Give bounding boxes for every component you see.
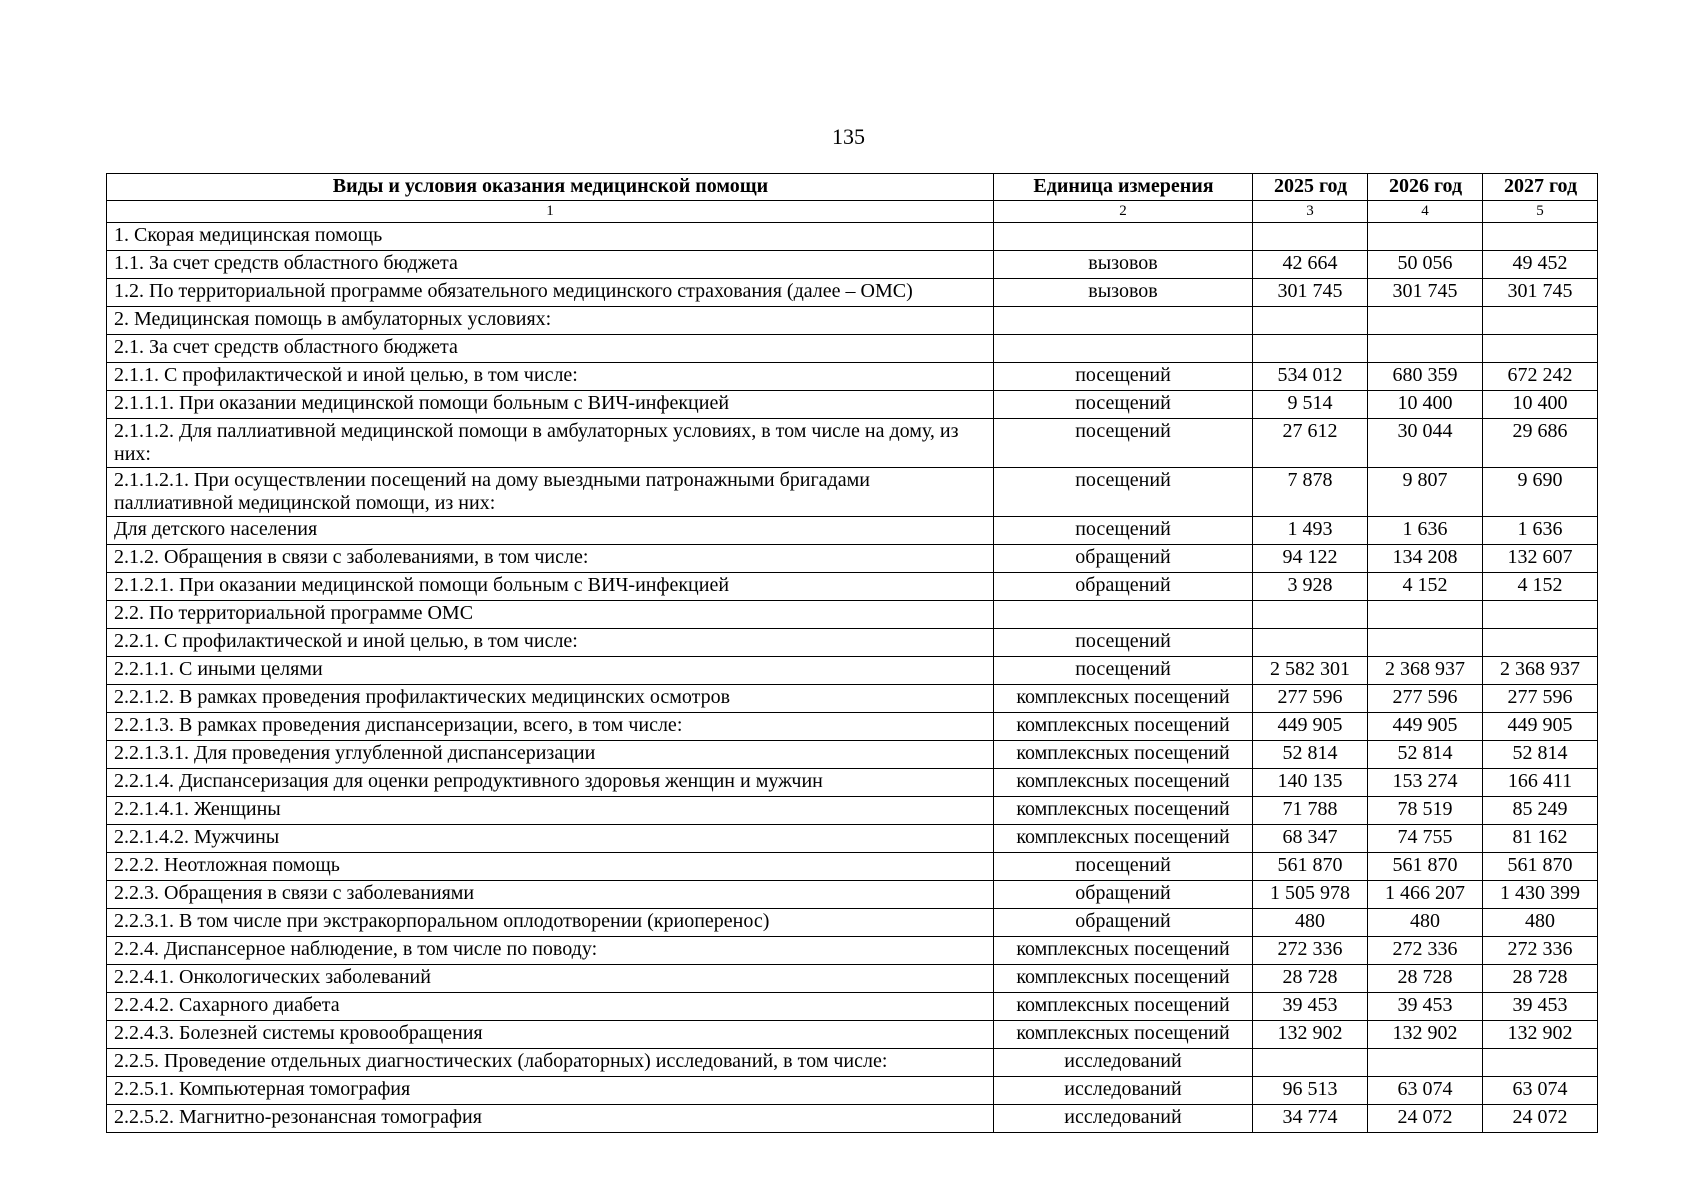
medical-care-volume-table [106, 173, 1598, 1133]
table-row [107, 853, 1598, 881]
unit-cell [994, 601, 1253, 629]
value-2026-cell: 153 274 [1368, 769, 1483, 797]
value-2027-cell: 85 249 [1483, 797, 1598, 825]
value-2026-cell [1368, 223, 1483, 251]
care-type-cell: 2.2.1. С профилактической и иной целью, в том числе: [107, 629, 994, 657]
unit-cell: обращений [994, 909, 1253, 937]
care-type-cell: 2.2.4. Диспансерное наблюдение, в том числе по поводу: [107, 937, 994, 965]
table-row [107, 1077, 1598, 1105]
value-2025-cell: 272 336 [1253, 937, 1368, 965]
table-row [107, 741, 1598, 769]
value-2027-cell: 277 596 [1483, 685, 1598, 713]
unit-cell [994, 307, 1253, 335]
care-type-cell: 2.2. По территориальной программе ОМС [107, 601, 994, 629]
value-2025-cell: 71 788 [1253, 797, 1368, 825]
table-row [107, 1021, 1598, 1049]
table-row [107, 825, 1598, 853]
value-2027-cell: 301 745 [1483, 279, 1598, 307]
value-2026-cell [1368, 601, 1483, 629]
table-row [107, 307, 1598, 335]
table-row [107, 937, 1598, 965]
header-2026: 2026 год [1368, 174, 1483, 201]
care-type-cell: 2.2.1.4.2. Мужчины [107, 825, 994, 853]
table-row [107, 419, 1598, 468]
value-2025-cell: 140 135 [1253, 769, 1368, 797]
unit-cell: комплексных посещений [994, 741, 1253, 769]
value-2027-cell: 449 905 [1483, 713, 1598, 741]
value-2025-cell [1253, 601, 1368, 629]
table-row [107, 573, 1598, 601]
unit-cell: комплексных посещений [994, 1021, 1253, 1049]
care-type-cell: 1.1. За счет средств областного бюджета [107, 251, 994, 279]
unit-cell [994, 223, 1253, 251]
value-2025-cell: 132 902 [1253, 1021, 1368, 1049]
value-2027-cell: 52 814 [1483, 741, 1598, 769]
value-2027-cell: 63 074 [1483, 1077, 1598, 1105]
value-2026-cell: 9 807 [1368, 468, 1483, 517]
care-type-cell: 2. Медицинская помощь в амбулаторных условиях: [107, 307, 994, 335]
table-row [107, 601, 1598, 629]
unit-cell: обращений [994, 881, 1253, 909]
value-2026-cell: 24 072 [1368, 1105, 1483, 1133]
value-2027-cell: 132 902 [1483, 1021, 1598, 1049]
value-2026-cell: 134 208 [1368, 545, 1483, 573]
unit-cell: комплексных посещений [994, 825, 1253, 853]
value-2026-cell: 52 814 [1368, 741, 1483, 769]
care-type-cell: 2.1.2.1. При оказании медицинской помощи больным с ВИЧ-инфекцией [107, 573, 994, 601]
value-2025-cell: 449 905 [1253, 713, 1368, 741]
value-2025-cell [1253, 335, 1368, 363]
value-2027-cell [1483, 601, 1598, 629]
table-row [107, 993, 1598, 1021]
unit-cell: посещений [994, 657, 1253, 685]
unit-cell: вызовов [994, 279, 1253, 307]
value-2026-cell: 132 902 [1368, 1021, 1483, 1049]
value-2027-cell: 480 [1483, 909, 1598, 937]
value-2025-cell: 68 347 [1253, 825, 1368, 853]
care-type-cell: 2.1. За счет средств областного бюджета [107, 335, 994, 363]
value-2025-cell: 534 012 [1253, 363, 1368, 391]
value-2025-cell [1253, 1049, 1368, 1077]
table-row [107, 909, 1598, 937]
value-2027-cell: 24 072 [1483, 1105, 1598, 1133]
unit-cell: вызовов [994, 251, 1253, 279]
value-2025-cell: 9 514 [1253, 391, 1368, 419]
table-body [107, 223, 1598, 1133]
value-2026-cell [1368, 1049, 1483, 1077]
unit-cell: посещений [994, 517, 1253, 545]
value-2025-cell [1253, 223, 1368, 251]
value-2027-cell [1483, 307, 1598, 335]
value-2025-cell [1253, 307, 1368, 335]
value-2027-cell: 9 690 [1483, 468, 1598, 517]
value-2026-cell: 1 636 [1368, 517, 1483, 545]
care-type-cell: 2.2.1.4.1. Женщины [107, 797, 994, 825]
value-2027-cell: 4 152 [1483, 573, 1598, 601]
value-2025-cell: 42 664 [1253, 251, 1368, 279]
value-2025-cell: 1 493 [1253, 517, 1368, 545]
value-2026-cell: 561 870 [1368, 853, 1483, 881]
column-number: 5 [1483, 201, 1598, 223]
unit-cell: исследований [994, 1105, 1253, 1133]
unit-cell: комплексных посещений [994, 685, 1253, 713]
care-type-cell: 2.2.4.3. Болезней системы кровообращения [107, 1021, 994, 1049]
value-2025-cell: 561 870 [1253, 853, 1368, 881]
value-2027-cell: 81 162 [1483, 825, 1598, 853]
header-row [107, 174, 1598, 201]
care-type-cell: 2.2.5. Проведение отдельных диагностических (лабораторных) исследований, в том числе: [107, 1049, 994, 1077]
value-2027-cell: 2 368 937 [1483, 657, 1598, 685]
value-2026-cell: 39 453 [1368, 993, 1483, 1021]
column-number-row [107, 201, 1598, 223]
care-type-cell: 2.1.1. С профилактической и иной целью, в том числе: [107, 363, 994, 391]
table-row [107, 391, 1598, 419]
value-2027-cell [1483, 335, 1598, 363]
care-type-cell: 2.1.1.2. Для паллиативной медицинской помощи в амбулаторных условиях, в том числе на дому, из них: [107, 419, 994, 468]
table-row [107, 685, 1598, 713]
value-2025-cell: 1 505 978 [1253, 881, 1368, 909]
value-2027-cell: 561 870 [1483, 853, 1598, 881]
unit-cell: комплексных посещений [994, 965, 1253, 993]
value-2025-cell: 480 [1253, 909, 1368, 937]
table-row [107, 223, 1598, 251]
value-2026-cell: 74 755 [1368, 825, 1483, 853]
table-row [107, 881, 1598, 909]
value-2027-cell: 672 242 [1483, 363, 1598, 391]
value-2025-cell: 52 814 [1253, 741, 1368, 769]
value-2026-cell [1368, 335, 1483, 363]
care-type-cell: 2.2.1.1. С иными целями [107, 657, 994, 685]
value-2027-cell: 28 728 [1483, 965, 1598, 993]
unit-cell: обращений [994, 545, 1253, 573]
table-row [107, 657, 1598, 685]
value-2025-cell: 28 728 [1253, 965, 1368, 993]
unit-cell: посещений [994, 853, 1253, 881]
table-row [107, 335, 1598, 363]
value-2027-cell: 29 686 [1483, 419, 1598, 468]
care-type-cell: 2.2.5.1. Компьютерная томография [107, 1077, 994, 1105]
value-2026-cell [1368, 629, 1483, 657]
care-type-cell: 2.2.3.1. В том числе при экстракорпоральном оплодотворении (криоперенос) [107, 909, 994, 937]
unit-cell: комплексных посещений [994, 713, 1253, 741]
care-type-cell: 1.2. По территориальной программе обязательного медицинского страхования (далее – ОМС) [107, 279, 994, 307]
care-type-cell: 2.2.1.3.1. Для проведения углубленной диспансеризации [107, 741, 994, 769]
value-2026-cell: 30 044 [1368, 419, 1483, 468]
value-2026-cell: 449 905 [1368, 713, 1483, 741]
care-type-cell: 2.2.3. Обращения в связи с заболеваниями [107, 881, 994, 909]
unit-cell: комплексных посещений [994, 993, 1253, 1021]
page-number: 135 [832, 124, 865, 149]
table-row [107, 713, 1598, 741]
column-number: 4 [1368, 201, 1483, 223]
value-2026-cell: 301 745 [1368, 279, 1483, 307]
value-2026-cell [1368, 307, 1483, 335]
table-row [107, 1049, 1598, 1077]
value-2027-cell: 166 411 [1483, 769, 1598, 797]
value-2026-cell: 50 056 [1368, 251, 1483, 279]
value-2025-cell: 94 122 [1253, 545, 1368, 573]
unit-cell: комплексных посещений [994, 797, 1253, 825]
unit-cell: исследований [994, 1049, 1253, 1077]
value-2025-cell: 301 745 [1253, 279, 1368, 307]
table-row [107, 363, 1598, 391]
value-2026-cell: 480 [1368, 909, 1483, 937]
value-2026-cell: 2 368 937 [1368, 657, 1483, 685]
value-2025-cell: 39 453 [1253, 993, 1368, 1021]
care-type-cell: 1. Скорая медицинская помощь [107, 223, 994, 251]
table-row [107, 965, 1598, 993]
value-2027-cell [1483, 629, 1598, 657]
value-2026-cell: 63 074 [1368, 1077, 1483, 1105]
table-row [107, 517, 1598, 545]
table-row [107, 545, 1598, 573]
unit-cell: комплексных посещений [994, 769, 1253, 797]
care-type-cell: 2.2.2. Неотложная помощь [107, 853, 994, 881]
header-unit: Единица измерения [994, 174, 1253, 201]
value-2026-cell: 4 152 [1368, 573, 1483, 601]
unit-cell: обращений [994, 573, 1253, 601]
unit-cell: посещений [994, 363, 1253, 391]
table-row [107, 251, 1598, 279]
value-2027-cell: 10 400 [1483, 391, 1598, 419]
table-row [107, 1105, 1598, 1133]
table-row [107, 797, 1598, 825]
value-2025-cell: 2 582 301 [1253, 657, 1368, 685]
column-number: 3 [1253, 201, 1368, 223]
value-2027-cell: 1 430 399 [1483, 881, 1598, 909]
value-2025-cell: 27 612 [1253, 419, 1368, 468]
value-2027-cell: 272 336 [1483, 937, 1598, 965]
value-2025-cell: 277 596 [1253, 685, 1368, 713]
table-row [107, 629, 1598, 657]
column-number: 1 [107, 201, 994, 223]
header-care-type: Виды и условия оказания медицинской помощи [107, 174, 994, 201]
care-type-cell: 2.2.4.1. Онкологических заболеваний [107, 965, 994, 993]
care-type-cell: 2.1.1.1. При оказании медицинской помощи больным с ВИЧ-инфекцией [107, 391, 994, 419]
value-2025-cell: 96 513 [1253, 1077, 1368, 1105]
table-row [107, 279, 1598, 307]
value-2026-cell: 680 359 [1368, 363, 1483, 391]
value-2027-cell: 132 607 [1483, 545, 1598, 573]
value-2025-cell: 3 928 [1253, 573, 1368, 601]
value-2026-cell: 78 519 [1368, 797, 1483, 825]
care-type-cell: Для детского населения [107, 517, 994, 545]
header-2027: 2027 год [1483, 174, 1598, 201]
unit-cell: посещений [994, 419, 1253, 468]
unit-cell [994, 335, 1253, 363]
care-type-cell: 2.2.1.3. В рамках проведения диспансеризации, всего, в том числе: [107, 713, 994, 741]
value-2027-cell: 1 636 [1483, 517, 1598, 545]
value-2025-cell [1253, 629, 1368, 657]
unit-cell: посещений [994, 629, 1253, 657]
table-row [107, 769, 1598, 797]
unit-cell: посещений [994, 468, 1253, 517]
unit-cell: посещений [994, 391, 1253, 419]
care-type-cell: 2.1.2. Обращения в связи с заболеваниями, в том числе: [107, 545, 994, 573]
value-2026-cell: 28 728 [1368, 965, 1483, 993]
column-number: 2 [994, 201, 1253, 223]
value-2027-cell: 49 452 [1483, 251, 1598, 279]
care-type-cell: 2.2.1.2. В рамках проведения профилактических медицинских осмотров [107, 685, 994, 713]
value-2027-cell: 39 453 [1483, 993, 1598, 1021]
value-2025-cell: 7 878 [1253, 468, 1368, 517]
care-type-cell: 2.2.4.2. Сахарного диабета [107, 993, 994, 1021]
unit-cell: исследований [994, 1077, 1253, 1105]
unit-cell: комплексных посещений [994, 937, 1253, 965]
value-2026-cell: 277 596 [1368, 685, 1483, 713]
care-type-cell: 2.2.5.2. Магнитно-резонансная томография [107, 1105, 994, 1133]
value-2026-cell: 10 400 [1368, 391, 1483, 419]
value-2026-cell: 272 336 [1368, 937, 1483, 965]
care-type-cell: 2.2.1.4. Диспансеризация для оценки репродуктивного здоровья женщин и мужчин [107, 769, 994, 797]
table-row [107, 468, 1598, 517]
care-type-cell: 2.1.1.2.1. При осуществлении посещений на дому выездными патронажными бригадами паллиативной медицинской помощи, из них: [107, 468, 994, 517]
value-2025-cell: 34 774 [1253, 1105, 1368, 1133]
value-2027-cell [1483, 1049, 1598, 1077]
header-2025: 2025 год [1253, 174, 1368, 201]
value-2027-cell [1483, 223, 1598, 251]
value-2026-cell: 1 466 207 [1368, 881, 1483, 909]
